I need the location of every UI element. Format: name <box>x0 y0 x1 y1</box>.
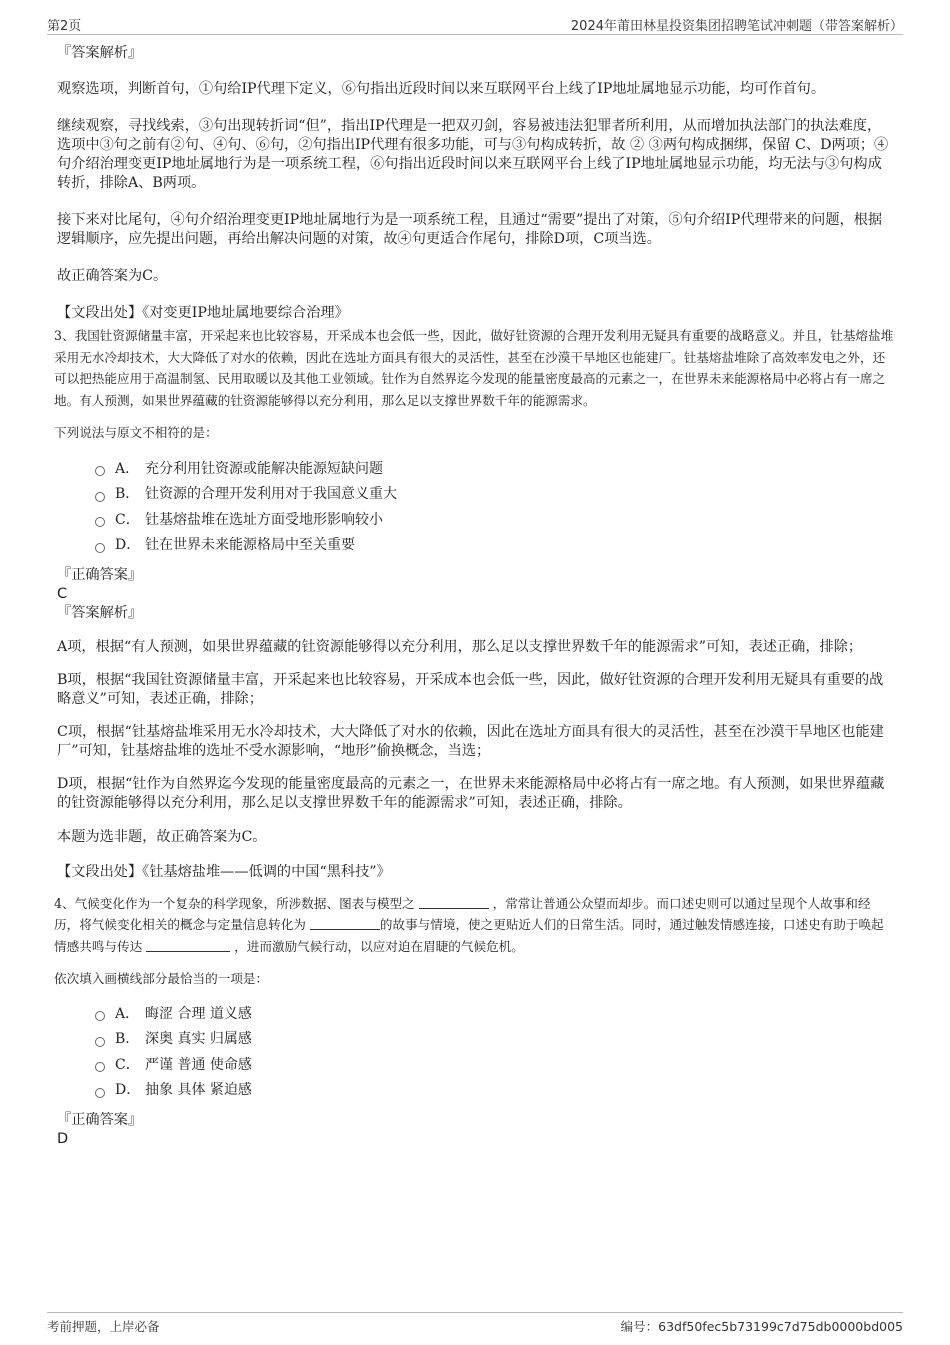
q2-analysis-label: 『答案解析』 <box>57 45 143 61</box>
radio-icon[interactable] <box>95 1062 105 1072</box>
q3-analysis-c: C项，根据“钍基熔盐堆采用无水冷却技术，大大降低了对水的依赖，因此在选址方面具有很大的灵活性，甚至在沙漠干旱地区也能建厂”可知，钍基熔盐堆的选址不受水源影响，“地形”偷换概念，当选； <box>57 723 884 759</box>
blank-3 <box>146 939 230 952</box>
radio-icon[interactable] <box>95 1037 105 1047</box>
q4-stem: 4、气候变化作为一个复杂的科学现象，所涉数据、图表与模型之 ，常常让普通公众望而却步。而口述史则可以通过呈现个人故事和经历，将气候变化相关的概念与定量信息转化为 的故事与情境，使之更贴近人们的日常生活。同时，通过触发情感连接，口述史有助于唤起情感共鸣与传达 ，进而激励气候行动，以应对迫在眉睫的气候危机。 <box>54 895 884 954</box>
q4-option-d[interactable]: D． 抽象 具体 紧迫感 <box>95 1078 895 1104</box>
radio-icon[interactable] <box>95 543 105 553</box>
q4-answer-label: 『正确答案』 <box>57 1111 143 1128</box>
q3-answer: C <box>57 585 68 602</box>
q4-answer: D <box>57 1130 69 1147</box>
page-footer <box>47 1312 903 1335</box>
q4-option-b[interactable]: B． 深奥 真实 归属感 <box>95 1027 895 1053</box>
radio-icon[interactable] <box>95 1011 105 1021</box>
q3-analysis-conclusion: 本题为选非题，故正确答案为C。 <box>57 828 267 845</box>
document-code: 编号：63df50fec5b73199c7d75db0000bd005 <box>620 1319 903 1334</box>
page-header <box>47 14 903 35</box>
q3-prompt: 下列说法与原文不相符的是： <box>54 425 218 440</box>
q3-analysis-a: A项，根据“有人预测，如果世界蕴藏的钍资源能够得以充分利用，那么足以支撑世界数千年的能源需求”可知，表述正确，排除； <box>57 638 863 655</box>
q3-analysis-b: B项，根据“我国钍资源储量丰富，开采起来也比较容易，开采成本也会低一些，因此，做好钍资源的合理开发利用无疑具有重要的战略意义”可知，表述正确，排除； <box>57 671 884 707</box>
blank-1 <box>419 896 489 909</box>
q3-analysis-label: 『答案解析』 <box>57 604 143 621</box>
footer-slogan: 考前押题，上岸必备 <box>47 1319 160 1334</box>
q2-analysis-p4: 故正确答案为C。 <box>57 268 168 284</box>
q2-analysis-p3: 接下来对比尾句，④句介绍治理变更IP地址属地行为是一项系统工程，且通过“需要”提出了对策，⑤句介绍IP代理带来的问题，根据逻辑顺序，应先提出问题，再给出解决问题的对策，故④句更适合作尾句，排除D项，C项当选。 <box>57 212 883 247</box>
q2-source: 【文段出处】《对变更IP地址属地要综合治理》 <box>57 305 349 321</box>
q4-option-a[interactable]: A． 晦涩 合理 道义感 <box>95 1002 895 1028</box>
q4-option-c[interactable]: C． 严谨 普通 使命感 <box>95 1053 895 1079</box>
q3-option-c[interactable]: C． 钍基熔盐堆在选址方面受地形影响较小 <box>95 508 895 534</box>
q2-analysis-p1: 观察选项，判断首句，①句给IP代理下定义，⑥句指出近段时间以来互联网平台上线了IP地址属地显示功能，均可作首句。 <box>57 81 826 97</box>
q3-answer-label: 『正确答案』 <box>57 566 143 583</box>
q3-options <box>57 457 895 559</box>
page-number: 第2页 <box>47 19 82 34</box>
blank-2 <box>310 917 380 930</box>
document-title: 2024年莆田林星投资集团招聘笔试冲刺题（带答案解析） <box>570 19 903 34</box>
radio-icon[interactable] <box>95 492 105 502</box>
q3-analysis-d: D项，根据“钍作为自然界迄今发现的能量密度最高的元素之一，在世界未来能源格局中必将占有一席之地。有人预测，如果世界蕴藏的钍资源能够得以充分利用，那么足以支撑世界数千年的能源需求”可知，表述正确，排除。 <box>57 775 885 811</box>
q4-prompt: 依次填入画横线部分最恰当的一项是： <box>54 971 269 986</box>
q3-option-d[interactable]: D． 钍在世界未来能源格局中至关重要 <box>95 533 895 559</box>
page-content <box>54 44 895 1149</box>
q3-source: 【文段出处】《钍基熔盐堆——低调的中国“黑科技”》 <box>57 863 391 880</box>
q3-option-a[interactable]: A． 充分利用钍资源或能解决能源短缺问题 <box>95 457 895 483</box>
q3-stem: 3、我国钍资源储量丰富，开采起来也比较容易，开采成本也会低一些，因此，做好钍资源的合理开发利用无疑具有重要的战略意义。并且，钍基熔盐堆采用无水冷却技术，大大降低了对水的依赖，因此在选址方面具有很大的灵活性，甚至在沙漠干旱地区也能建厂。钍基熔盐堆除了高效率发电之外，还可以把热能应用于高温制氢、民用取暖以及其他工业领域。钍作为自然界迄今发现的能量密度最高的元素之一，在世界未来能源格局中必将占有一席之地。有人预测，如果世界蕴藏的钍资源能够得以充分利用，那么足以支撑世界数千年的能源需求。 <box>54 328 894 408</box>
q2-analysis-p2: 继续观察，寻找线索，③句出现转折词“但”，指出IP代理是一把双刃剑，容易被违法犯罪者所利用，从而增加执法部门的执法难度，选项中③句之前有②句、④句、⑥句，②句指出IP代理有很多功能，可与③句构成转折，故 ② ③两句构成捆绑，保留 C、D两项；④句介绍治理变更IP地址属地行为是一项系统工程，⑥句指出近段时间以来互联网平台上线了IP地址属地显示功能，均无法与③句构成转折，排除A、B两项。 <box>57 118 889 191</box>
q3-option-b[interactable]: B． 钍资源的合理开发利用对于我国意义重大 <box>95 482 895 508</box>
radio-icon[interactable] <box>95 1088 105 1098</box>
radio-icon[interactable] <box>95 466 105 476</box>
q4-options <box>57 1002 895 1104</box>
radio-icon[interactable] <box>95 517 105 527</box>
